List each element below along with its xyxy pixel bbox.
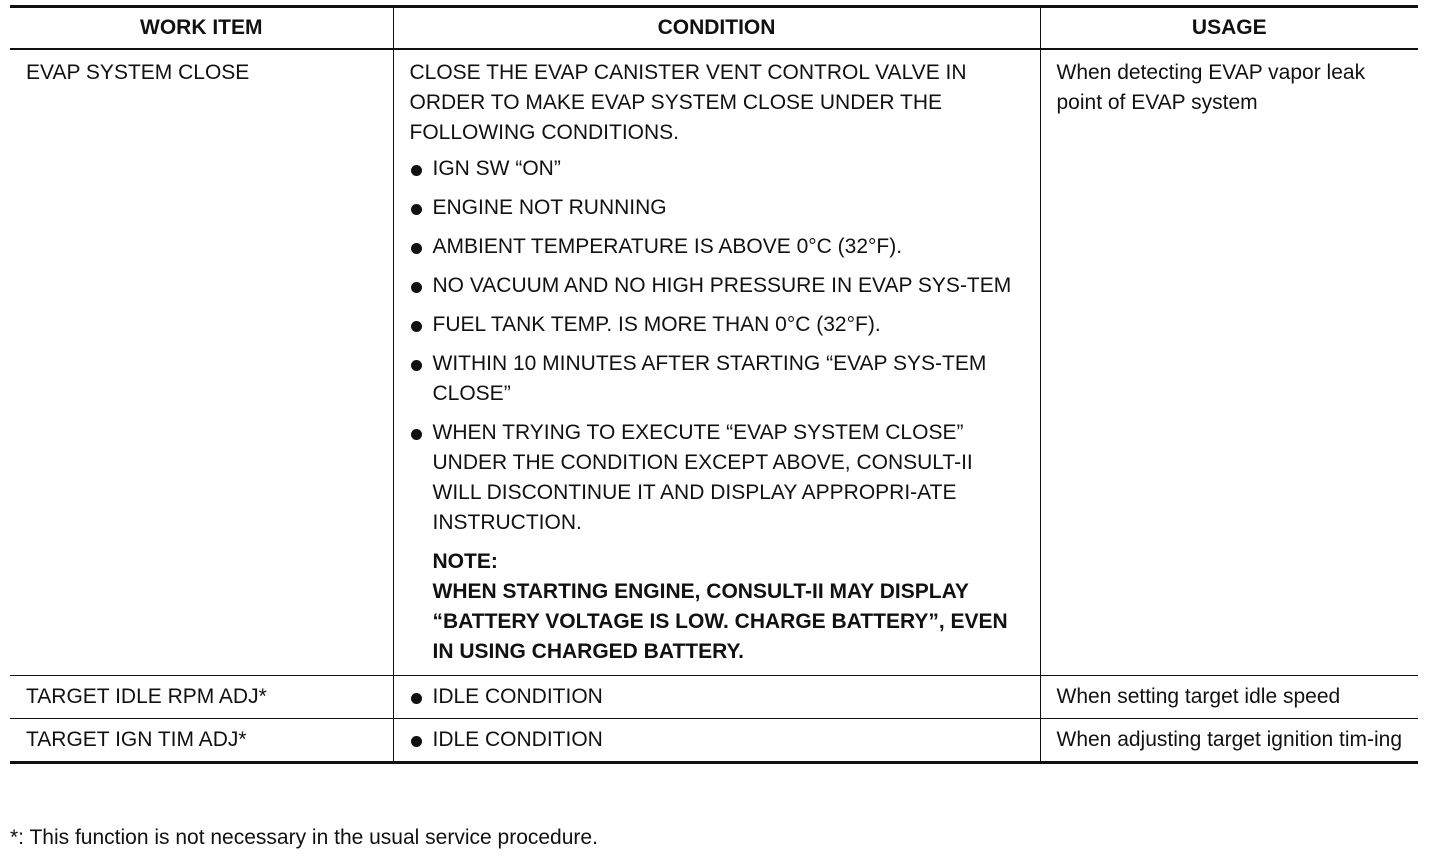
bullet-dot-icon (411, 736, 422, 747)
bullet-dot-icon (411, 693, 422, 704)
bullet-dot-icon (411, 321, 422, 332)
table-header-row (10, 7, 1418, 50)
condition-item (410, 271, 1026, 301)
usage-cell: When detecting EVAP vapor leak point of EVAP system (1040, 49, 1418, 676)
usage-cell: When setting target idle speed (1040, 676, 1418, 719)
condition-item (410, 310, 1026, 340)
work-item-cell: TARGET IGN TIM ADJ* (10, 719, 393, 763)
condition-item (410, 418, 1026, 538)
condition-cell (393, 676, 1040, 719)
condition-item (410, 349, 1026, 409)
condition-cell (393, 49, 1040, 676)
condition-cell (393, 719, 1040, 763)
table-row-target-ign-tim-adj (10, 719, 1418, 763)
condition-item (410, 725, 1026, 755)
condition-item-text: FUEL TANK TEMP. IS MORE THAN 0°C (32°F). (432, 313, 881, 336)
note-block (410, 547, 1026, 667)
condition-item-text: IDLE CONDITION (432, 728, 603, 751)
condition-item-text: WHEN TRYING TO EXECUTE “EVAP SYSTEM CLOSE” UNDER THE CONDITION EXCEPT ABOVE, CONSULT-II WILL DISCONTINUE IT AND DISPLAY APPROPRI-ATE INSTRUCTION. (432, 421, 973, 534)
condition-item-text: AMBIENT TEMPERATURE IS ABOVE 0°C (32°F). (432, 235, 903, 258)
condition-item-text: NO VACUUM AND NO HIGH PRESSURE IN EVAP SYS-TEM (432, 274, 1012, 297)
bullet-dot-icon (411, 429, 422, 440)
condition-list (410, 154, 1026, 538)
bullet-dot-icon (411, 282, 422, 293)
header-usage: USAGE (1040, 7, 1418, 50)
usage-cell: When adjusting target ignition tim-ing (1040, 719, 1418, 763)
condition-intro: CLOSE THE EVAP CANISTER VENT CONTROL VALVE IN ORDER TO MAKE EVAP SYSTEM CLOSE UNDER THE FOLLOWING CONDITIONS. (409, 61, 967, 144)
condition-item-text: ENGINE NOT RUNNING (432, 196, 667, 219)
condition-list (410, 725, 1026, 755)
table-row-evap-system-close (10, 49, 1418, 676)
work-item-cell: TARGET IDLE RPM ADJ* (10, 676, 393, 719)
work-support-table (10, 5, 1418, 764)
note-title: NOTE: (432, 550, 498, 573)
condition-item-text: IDLE CONDITION (432, 685, 603, 708)
bullet-dot-icon (411, 360, 422, 371)
bullet-dot-icon (411, 165, 422, 176)
condition-list (410, 682, 1026, 712)
condition-item-text: IGN SW “ON” (432, 157, 561, 180)
table-row-target-idle-rpm-adj (10, 676, 1418, 719)
header-condition: CONDITION (393, 7, 1040, 50)
condition-item (410, 154, 1026, 184)
condition-item (410, 193, 1026, 223)
note-text: WHEN STARTING ENGINE, CONSULT-II MAY DISPLAY “BATTERY VOLTAGE IS LOW. CHARGE BATTERY”, EVEN IN USING CHARGED BATTERY. (432, 580, 1008, 663)
header-work-item: WORK ITEM (10, 7, 393, 50)
work-support-table-container (10, 5, 1418, 764)
condition-item (410, 232, 1026, 262)
condition-item (410, 682, 1026, 712)
bullet-dot-icon (411, 204, 422, 215)
condition-item-text: WITHIN 10 MINUTES AFTER STARTING “EVAP SYS-TEM CLOSE” (432, 352, 987, 405)
bullet-dot-icon (411, 243, 422, 254)
work-item-cell: EVAP SYSTEM CLOSE (10, 49, 393, 676)
footnote: *: This function is not necessary in the usual service procedure. (10, 826, 598, 849)
